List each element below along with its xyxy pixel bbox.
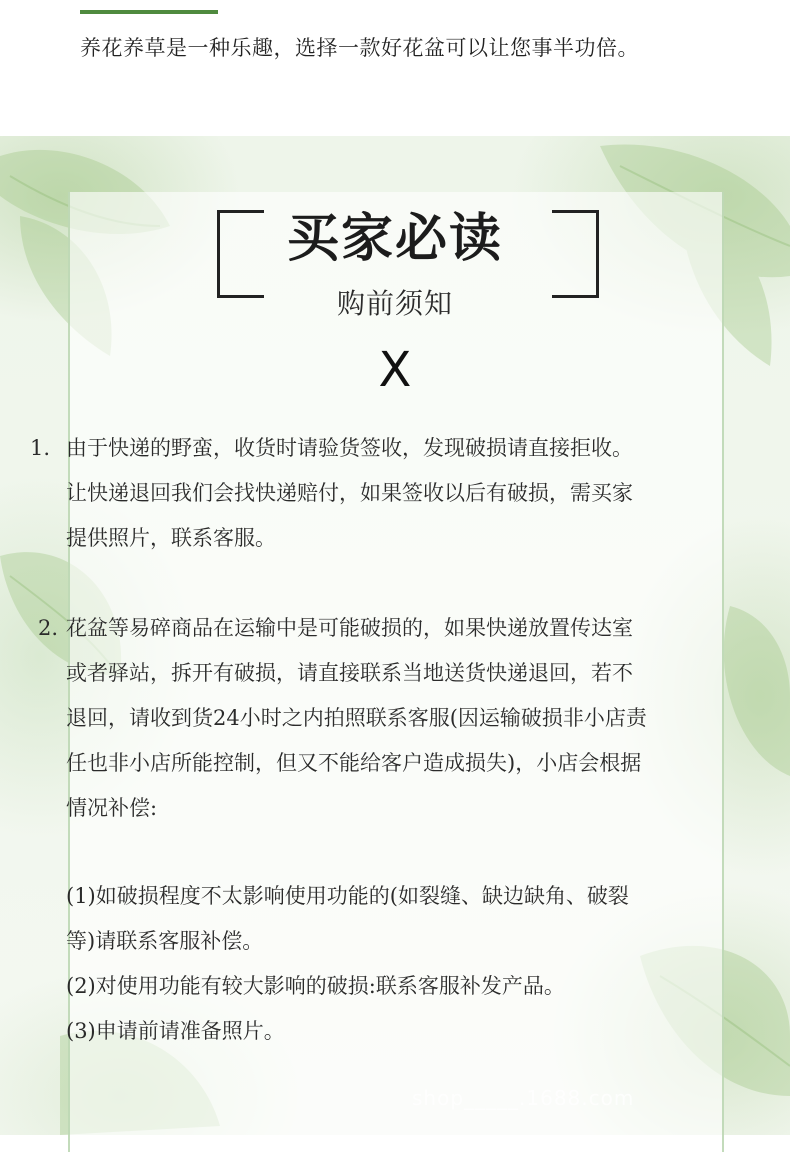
item-1-line: 让快递退回我们会找快递赔付，如果签收以后有破损，需买家 xyxy=(66,481,633,505)
notice-item-2 xyxy=(66,606,647,831)
item-1-line: 提供照片，联系客服。 xyxy=(66,526,276,550)
intro-text: 养花养草是一种乐趣，选择一款好花盆可以让您事半功倍。 xyxy=(80,36,639,60)
notice-title: 买家必读 xyxy=(286,208,503,269)
compensation-sub-items xyxy=(66,874,629,1054)
sub-item-line: (3)申请前请准备照片。 xyxy=(66,1019,285,1043)
item-2-line: 或者驿站，拆开有破损，请直接联系当地送货快递退回，若不 xyxy=(66,661,633,685)
item-1-line: 由于快递的野蛮，收货时请验货签收，发现破损请直接拒收。 xyxy=(66,436,633,460)
sub-item-line: (1)如破损程度不太影响使用功能的(如裂缝、缺边缺角、破裂 xyxy=(66,884,629,908)
item-2-line: 退回，请收到货24小时之内拍照联系客服(因运输破损非小店责 xyxy=(66,706,647,730)
shop-watermark: shop_____.1688.com xyxy=(412,1086,635,1110)
item-2-line: 花盆等易碎商品在运输中是可能破损的，如果快递放置传达室 xyxy=(66,616,633,640)
intro-section xyxy=(0,0,790,136)
notice-mark: X xyxy=(378,342,412,398)
notice-item-1 xyxy=(66,426,633,561)
intro-accent-rule xyxy=(80,10,218,14)
item-1-number: 1. xyxy=(30,436,51,460)
notice-subtitle: 购前须知 xyxy=(336,287,453,320)
notice-panel xyxy=(0,136,790,1135)
sub-item-line: (2)对使用功能有较大影响的破损:联系客服补发产品。 xyxy=(66,974,565,998)
item-2-line: 任也非小店所能控制，但又不能给客户造成损失)，小店会根据 xyxy=(66,751,642,775)
sub-item-line: 等)请联系客服补偿。 xyxy=(66,929,264,953)
item-2-number: 2. xyxy=(38,616,59,640)
item-2-line: 情况补偿: xyxy=(66,796,158,820)
